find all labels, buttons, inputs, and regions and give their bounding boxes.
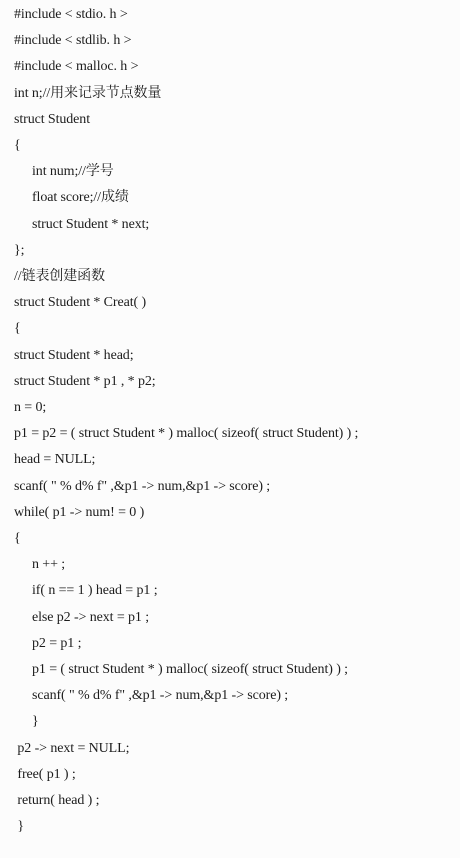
code-line: struct Student * next; [32, 216, 150, 232]
code-line: }; [14, 242, 25, 258]
code-line: int n;//用来记录节点数量 [14, 85, 162, 101]
code-line: struct Student [14, 111, 90, 127]
code-line: //链表创建函数 [14, 269, 105, 284]
code-line: struct Student * head; [14, 347, 134, 363]
code-line: else p2 -> next = p1 ; [32, 609, 150, 625]
code-line: p2 = p1 ; [32, 635, 82, 651]
code-line: { [14, 531, 21, 546]
code-line: free( p1 ) ; [14, 766, 76, 782]
code-line: #include < stdlib. h > [14, 33, 132, 49]
code-line: scanf( " % d% f" ,&p1 -> num,&p1 -> score) ; [32, 688, 289, 704]
code-line: { [14, 138, 21, 153]
code-line: while( p1 -> num! = 0 ) [14, 504, 145, 520]
code-line: struct Student * p1 , * p2; [14, 373, 156, 389]
code-line: n = 0; [14, 400, 47, 415]
code-line: int num;//学号 [32, 164, 114, 180]
code-line: #include < stdio. h > [14, 7, 128, 22]
code-line: #include < malloc. h > [14, 59, 139, 75]
code-line: n ++ ; [32, 557, 66, 573]
code-line: struct Student * Creat( ) [14, 295, 147, 311]
code-line: head = NULL; [14, 452, 96, 468]
code-line: scanf( " % d% f" ,&p1 -> num,&p1 -> score) ; [14, 478, 271, 494]
code-line: float score;//成绩 [32, 190, 129, 206]
code-line: p2 -> next = NULL; [14, 740, 130, 756]
code-line: p1 = ( struct Student * ) malloc( sizeof( struct Student) ) ; [32, 662, 348, 677]
code-line: } [14, 819, 25, 835]
code-line: { [14, 321, 21, 337]
code-line: p1 = p2 = ( struct Student * ) malloc( sizeof( struct Student) ) ; [14, 426, 359, 442]
code-line: if( n == 1 ) head = p1 ; [32, 583, 158, 599]
code-line: return( head ) ; [14, 793, 100, 808]
code-line: } [32, 714, 39, 730]
